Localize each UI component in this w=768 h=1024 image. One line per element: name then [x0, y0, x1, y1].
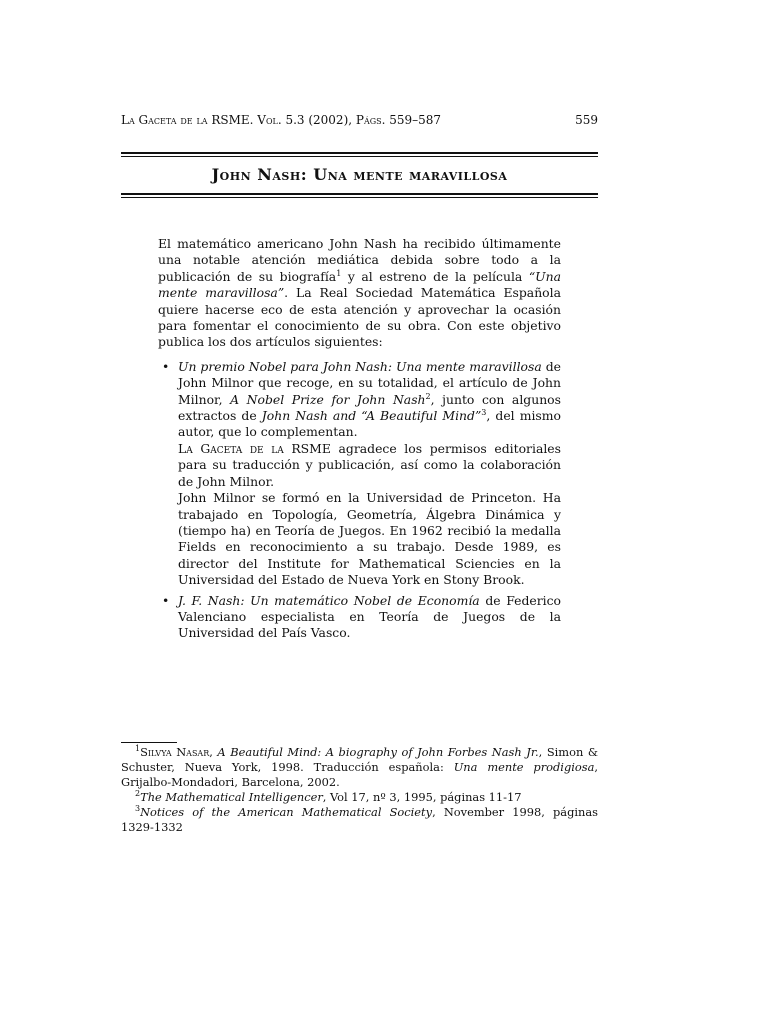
footnote-2-text: , Vol 17, nº 3, 1995, páginas 11-17 — [322, 790, 522, 804]
title-rule-bottom — [121, 193, 598, 198]
footnote-2 — [121, 790, 598, 805]
item1-description — [178, 359, 561, 441]
list-item — [158, 593, 561, 642]
intro-text-a: El matemático americano John Nash ha recibido últimamente una notable atención mediática debida sobre todo a la publicación de su biografía — [158, 236, 561, 284]
bullet-icon: • — [162, 592, 170, 608]
footnote-ref-3: 3 — [481, 407, 487, 417]
footnote-1 — [121, 745, 598, 790]
footnote-1-translation: Una mente prodigiosa — [453, 760, 595, 774]
item1-ack-text: agradece los permisos editoriales para su traducción y publicación, así como la colaboración de John Milnor. — [178, 440, 561, 489]
footnote-1-text-a: , — [209, 745, 218, 759]
item2-description — [178, 593, 561, 642]
title-block — [121, 152, 598, 198]
running-head — [121, 113, 598, 127]
footnote-3-text: , November 1998, páginas 1329-1332 — [121, 805, 598, 834]
item1-text-b: , junto con algunos extractos de — [178, 391, 561, 424]
footnote-rule — [121, 742, 177, 743]
volume-info: . Vol. 5.3 (2002), Págs. 559–587 — [249, 113, 442, 127]
title-rule-top — [121, 152, 598, 157]
film-title: “Una mente maravillosa” — [158, 268, 561, 301]
intro-text-b: y al estreno de la película — [341, 268, 529, 284]
item1-acknowledgement — [178, 441, 561, 490]
item1-text-c: , del mismo autor, que lo complementan. — [178, 408, 561, 440]
item1-original-title: A Nobel Prize for John Nash — [230, 391, 426, 407]
item1-bio: John Milnor se formó en la Universidad de Princeton. Ha trabajado en Topología, Geometría, Álgebra Dinámica y (tiempo ha) en Teoría de Juegos. En 1962 recibió la medalla Fields en reconocimiento a su trabajo. Desde 1989, es director del Institute for Mathematical Sciencies en la Universidad del Estado de Nueva York en Stony Brook. — [178, 490, 561, 588]
item1-extract-title: John Nash and “A Beautiful Mind” — [261, 408, 482, 424]
page-number: 559 — [575, 113, 598, 127]
footnote-2-mark: 2 — [135, 789, 141, 799]
footnote-3-mark: 3 — [135, 804, 141, 814]
item1-work-title: Un premio Nobel para John Nash: Una mente maravillosa — [178, 358, 542, 374]
footnote-ref-1: 1 — [336, 268, 342, 278]
footnotes — [121, 742, 598, 835]
footnote-3 — [121, 805, 598, 835]
item2-work-title: J. F. Nash: Un matemático Nobel de Economía — [178, 592, 480, 608]
intro-text-c: . La Real Sociedad Matemática Española quiere hacerse eco de esta atención y aprovechar la ocasión para fomentar el conocimiento de su obra. Con este objetivo publica los dos artículos siguientes: — [158, 285, 561, 350]
footnote-1-text-c: , Grijalbo-Mondadori, Barcelona, 2002. — [121, 760, 599, 789]
footnote-1-mark: 1 — [135, 744, 141, 754]
item1-ack-journal: La Gaceta de la RSME — [178, 440, 331, 456]
footnote-2-source: The Mathematical Intelligencer — [140, 790, 323, 804]
journal-name: La Gaceta de la RSME — [121, 113, 250, 127]
item2-text: de Federico Valenciano especialista en Teoría de Juegos de la Universidad del País Vasco. — [178, 592, 561, 641]
footnote-1-text-b: , Simon & Schuster, Nueva York, 1998. Traducción española: — [121, 745, 598, 774]
footnote-3-source: Notices of the American Mathematical Society — [140, 805, 433, 819]
abstract — [158, 236, 561, 646]
footnote-1-book: A Beautiful Mind: A biography of John Forbes Nash Jr. — [217, 745, 539, 759]
page-title: John Nash: Una mente maravillosa — [211, 165, 508, 184]
list-item — [158, 359, 561, 589]
article-list — [158, 359, 561, 642]
footnote-ref-2: 2 — [425, 391, 431, 401]
intro-paragraph — [158, 236, 561, 351]
footnote-1-author: Silvya Nasar — [140, 745, 210, 759]
bullet-icon: • — [162, 358, 170, 374]
item1-text-a: de John Milnor que recoge, en su totalidad, el artículo de John Milnor, — [178, 358, 561, 407]
journal-citation — [121, 113, 441, 127]
